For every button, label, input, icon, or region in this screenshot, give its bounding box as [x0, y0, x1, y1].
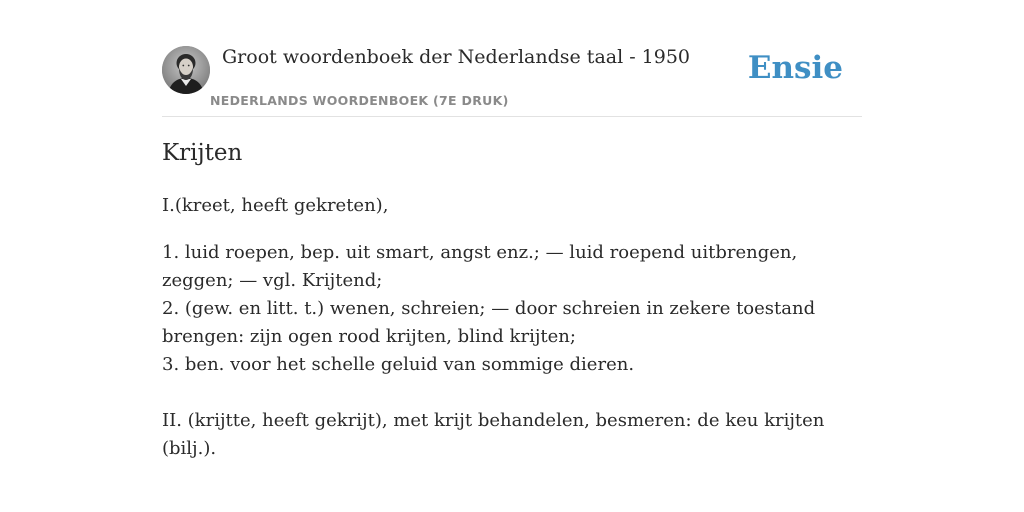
- author-portrait-icon[interactable]: [162, 46, 210, 94]
- paragraph-gap: [162, 379, 862, 407]
- dictionary-title[interactable]: Groot woordenboek der Nederlandse taal - 1950: [222, 46, 691, 68]
- definition-list: [162, 239, 862, 463]
- page-title: Krijten: [162, 140, 243, 166]
- definition-item: 1. luid roepen, bep. uit smart, angst enz.; — luid roepend uitbrengen, zeggen; — vgl. Krijtend;: [162, 242, 798, 291]
- dictionary-header: [162, 0, 862, 117]
- page-content: [162, 0, 862, 459]
- dictionary-subtitle[interactable]: NEDERLANDS WOORDENBOEK (7E DRUK): [210, 93, 509, 108]
- definition-item: 2. (gew. en litt. t.) wenen, schreien; — door schreien in zekere toestand brengen: zijn ogen rood krijten, blind krijten;: [162, 298, 816, 347]
- sense-ii-text: II. (krijtte, heeft gekrijt), met krijt behandelen, besmeren: de keu krijten (bilj.).: [162, 410, 825, 459]
- sense-i-header: I.(kreet, heeft gekreten),: [162, 195, 389, 216]
- definition-body: [162, 192, 862, 463]
- definition-item: 3. ben. voor het schelle geluid van sommige dieren.: [162, 354, 635, 375]
- ensie-logo[interactable]: Ensie: [747, 50, 843, 86]
